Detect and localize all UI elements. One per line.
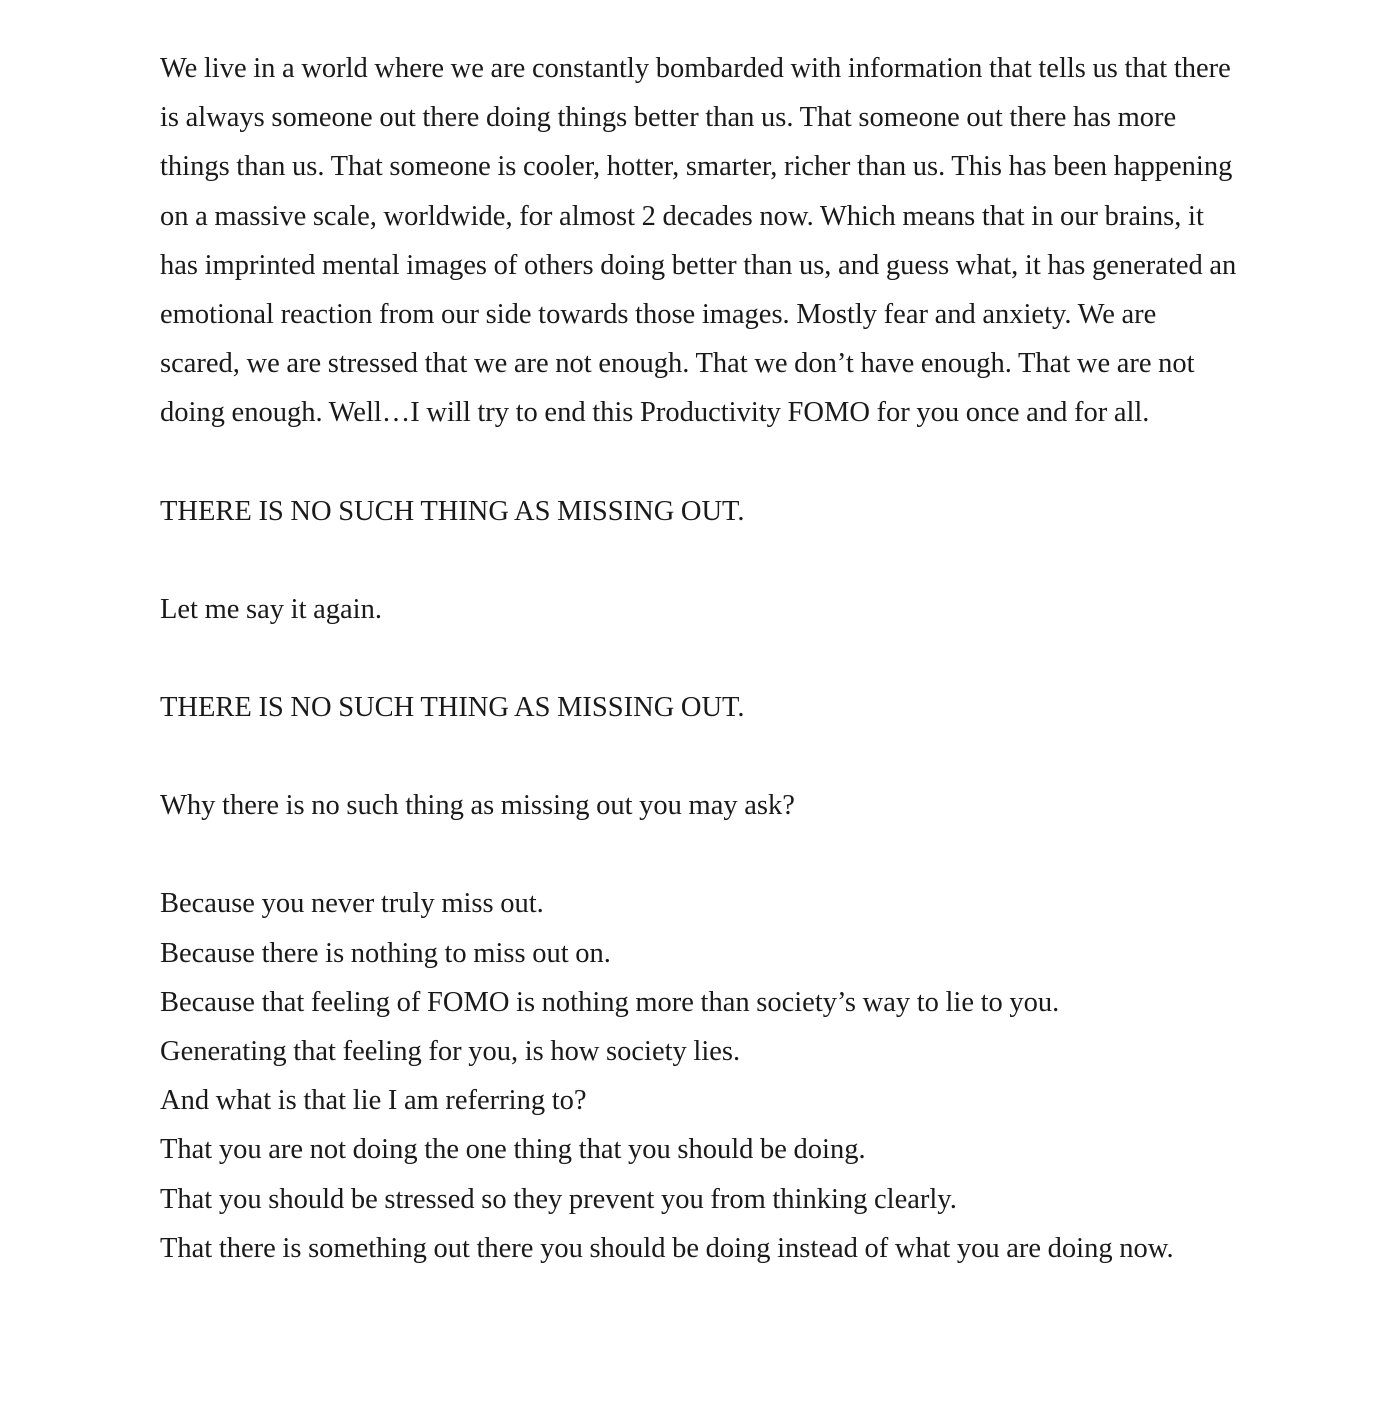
reason-line: Generating that feeling for you, is how society lies. (160, 1036, 741, 1068)
repeat-line: Let me say it again. (160, 593, 382, 625)
paragraph-spacer (160, 438, 1240, 487)
paragraph-spacer (160, 830, 1240, 879)
emphasis-statement: THERE IS NO SUCH THING AS MISSING OUT. (160, 495, 745, 527)
reason-line: Because there is nothing to miss out on. (160, 937, 611, 969)
reasons-list (160, 879, 1240, 1273)
article-body (160, 44, 1240, 1273)
reason-line: That there is something out there you should be doing instead of what you are doing now. (160, 1232, 1174, 1264)
emphasis-statement-repeat: THERE IS NO SUCH THING AS MISSING OUT. (160, 692, 745, 724)
reason-line: Because you never truly miss out. (160, 888, 544, 920)
reason-line: That you are not doing the one thing that you should be doing. (160, 1134, 866, 1166)
paragraph-spacer (160, 536, 1240, 585)
paragraph-spacer (160, 732, 1240, 781)
paragraph-spacer (160, 634, 1240, 683)
reason-line: Because that feeling of FOMO is nothing more than society’s way to lie to you. (160, 986, 1060, 1018)
reason-line: And what is that lie I am referring to? (160, 1085, 587, 1117)
intro-paragraph: We live in a world where we are constantly bombarded with information that tells us that there is always someone out there doing things better than us. That someone out there has more things than us. That someone is cooler, hotter, smarter, richer than us. This has been happening on a massive scale, worldwide, for almost 2 decades now. Which means that in our brains, it has imprinted mental images of others doing better than us, and guess what, it has generated an emotional reaction from our side towards those images. Mostly fear and anxiety. We are scared, we are stressed that we are not enough. That we don’t have enough. That we are not doing enough. Well…I will try to end this Productivity FOMO for you once and for all. (160, 53, 1237, 429)
reason-line: That you should be stressed so they prevent you from thinking clearly. (160, 1183, 957, 1215)
question-line: Why there is no such thing as missing out you may ask? (160, 790, 795, 822)
